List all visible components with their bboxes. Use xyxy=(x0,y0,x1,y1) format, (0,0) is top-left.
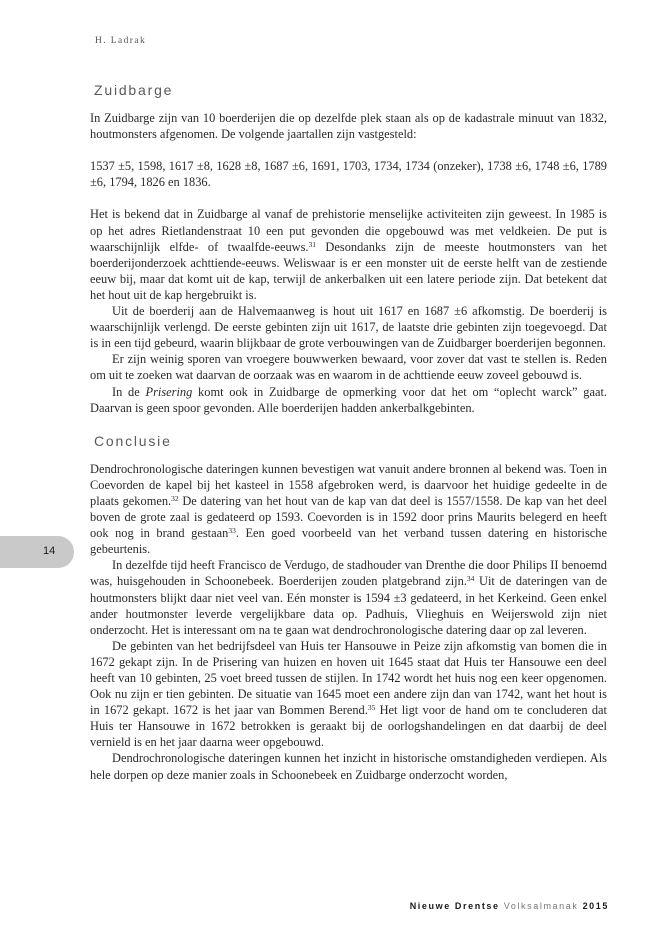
paragraph-zuidbarge-intro: In Zuidbarge zijn van 10 boerderijen die op dezelfde plek staan als op de kadastrale minuut van 1832, houtmonsters afgenomen. De volgende jaartallen zijn vastgesteld: xyxy=(90,111,607,142)
text-run: Desondanks zijn de meeste houtmonsters van het boerderijonderzoek achttiende-eeuws. Weliswaar is er een monster uit de eerste helft van de zestiende eeuw bij, maar dat komt uit de kap, terwijl de ankerbalken uit een latere periode zijn. Dat betekent dat het hout uit de kap hergebruikt is. xyxy=(90,239,607,302)
paragraph-zuidbarge-history xyxy=(90,206,607,303)
italic-prisering: Prisering xyxy=(145,384,193,399)
text-run: In de xyxy=(112,384,146,399)
footnote-ref-33: 33 xyxy=(228,526,236,536)
paragraph-sporen: Er zijn weinig sporen van vroegere bouwwerken bewaard, voor zover dat vast te stellen is. Reden om uit te zoeken wat daarvan de oorzaak was en waarom in de achttiende eeuw zoveel gebouwd is. xyxy=(90,352,607,383)
page-number-tab xyxy=(0,536,74,568)
text-run: Uit de dateringen van de houtmonsters blijkt daar niet veel van. Eén monster is 1594 ±3 gedateerd, in het Kerkeind. Geen enkel ander houtmonster leverde vergelijkbare data op. Padhuis, Vlieghuis en Weijerswold zijn niet onderzocht. Het is interessant om na te gaan wat dendrochronologische datering daar op zal leveren. xyxy=(90,574,607,637)
section-title-conclusie: Conclusie xyxy=(94,432,172,449)
text-run: Dendrochronologische dateringen kunnen bevestigen wat vanuit andere bronnen al bekend was. Toen in Coevorden de kapel bij het kasteel in 1558 afgebroken werd, is daarvoor het huidige gedeelte in de plaats gekomen. xyxy=(90,461,607,508)
footer-journal-name: Nieuwe Drentse xyxy=(409,901,500,911)
paragraph-verdugo xyxy=(90,557,607,637)
paragraph-coevorden xyxy=(90,461,607,558)
text-run: Het is bekend dat in Zuidbarge al vanaf de prehistorie menselijke activiteiten zijn geweest. In 1985 is op het adres Rietlandenstraat 10 een put gevonden die opgebouwd was met veldkeien. De put is waarschijnlijk elfde- of twaalfde-eeuws. xyxy=(90,207,607,254)
footer-journal-title xyxy=(410,901,609,911)
footnote-ref-31: 31 xyxy=(308,239,317,249)
footnote-ref-32: 32 xyxy=(171,493,179,503)
paragraph-hansouwe xyxy=(90,638,607,751)
text-run: Het ligt voor de hand om te concluderen dat Huis ter Hansouwe in 1672 betrokken is geraakt bij de oorlogshandelingen en dat daarbij de deel vernield is en het jaar daarna weer opgebouwd. xyxy=(90,703,607,750)
page-number: 14 xyxy=(43,545,56,557)
footer-year: 2015 xyxy=(582,901,609,911)
paragraph-halvemaanweg: Uit de boerderij aan de Halvemaanweg is hout uit 1617 en 1687 ±6 afkomstig. De boerderij is waarschijnlijk verlengd. De eerste gebinten zijn uit 1617, de laatste drie gebinten zijn toegevoegd. Dat is in een tijd gebeurd, waarin blijkbaar de grote verbouwingen van de Zuidbarger boerderijen begonnen. xyxy=(90,304,607,351)
footnote-ref-35: 35 xyxy=(367,703,376,713)
paragraph-prisering xyxy=(90,384,607,416)
page-body xyxy=(90,82,607,783)
text-run: De gebinten van het bedrijfsdeel van Huis ter Hansouwe in Peize zijn afkomstig van bomen die in 1672 gekapt zijn. In de Prisering van huizen en hoven uit 1645 staat dat Huis ter Hansouwe een deel heeft van 10 gebinten, 25 voet breed tussen de stijlen. In 1742 wordt het huis nog een keer opgenomen. Ook nu zijn er tien gebinten. De situatie van 1645 moet een andere zijn dan van 1742, want het hout is in 1672 gekapt. 1672 is het jaar van Bommen Berend. xyxy=(90,638,607,718)
text-run: komt ook in Zuidbarge de opmerking voor dat het om “oplecht warck” gaat. Daarvan is geen spoor gevonden. Alle boerderijen hadden ankerbalkgebinten. xyxy=(90,384,607,415)
paragraph-closing: Dendrochronologische dateringen kunnen het inzicht in historische omstandigheden verdiepen. Als hele dorpen op deze manier zoals in Schoonebeek en Zuidbarge onderzocht worden, xyxy=(90,751,607,782)
running-head-author: H. Ladrak xyxy=(95,36,147,46)
section-title-zuidbarge: Zuidbarge xyxy=(94,82,174,98)
text-run: De datering van het hout van de kap van dat deel is 1557/1558. De kap van het deel boven de grote zaal is gedateerd op 1593. Coevorden is in 1592 door prins Maurits belegerd en heeft ook nog in brand gestaan xyxy=(90,493,608,541)
paragraph-zuidbarge-years: 1537 ±5, 1598, 1617 ±8, 1628 ±8, 1687 ±6, 1691, 1703, 1734, 1734 (onzeker), 1738 ±6, 1748 ±6, 1789 ±6, 1794, 1826 en 1836. xyxy=(90,159,607,190)
footer-journal-subtitle: Volksalmanak xyxy=(503,901,579,911)
footnote-ref-34: 34 xyxy=(466,574,475,584)
text-run: . Een goed voorbeeld van het verband tussen datering en historische gebeurtenis. xyxy=(90,526,607,557)
text-run: In dezelfde tijd heeft Francisco de Verdugo, de stadhouder van Drenthe die door Philips II benoemd was, huisgehouden in Schoonebeek. Boerderijen zouden platgebrand zijn. xyxy=(90,558,607,589)
